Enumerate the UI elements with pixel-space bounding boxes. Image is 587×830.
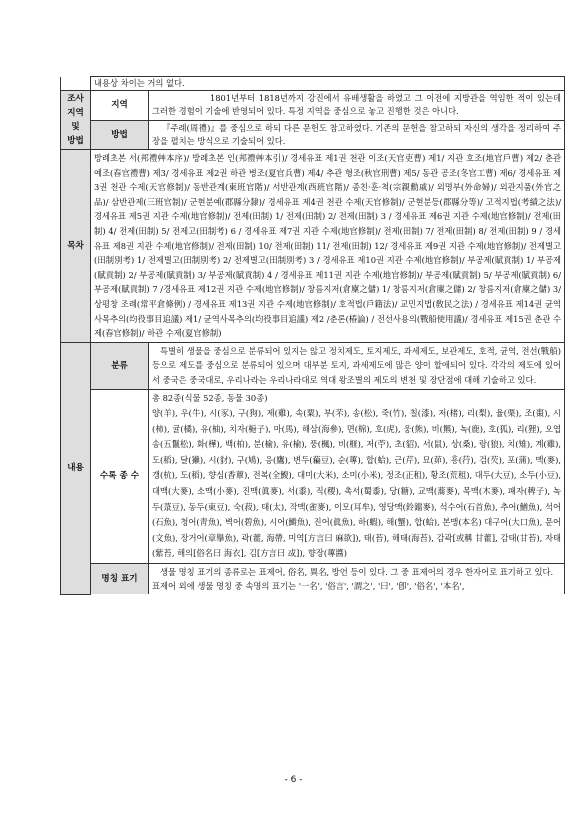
table-row: [61, 564, 565, 595]
species-count-label: 수록 종 수: [91, 389, 149, 564]
region-text: 1801년부터 1818년까지 강진에서 유배생활을 하였고 그 이전에 지방관을 역임한 적이 있는데 그러한 경험이 기술에 반영되어 있다. 특정 지역을 중심으로 놓고 진행한 것은 아니다.: [149, 91, 565, 121]
table-row: [61, 389, 565, 564]
table-row: [61, 91, 565, 121]
toc-text: 방례초본 서(邦禮艸本序)/ 방례초본 인(邦禮艸本引)/ 경세유표 제1권 천관 이조(天官吏曹) 제1/ 지관 호조(地官戶曹) 제2/ 춘관 예조(春官禮曹) 제3/ 경세유표 제2권 하관 병조(夏官兵曹) 제4/ 추관 형조(秋官刑曹) 제5/ 동관 공조(冬官工曹) 제6/ 경세유표 제3권 천관 수제(天官修制)/ 동반관계(東班官階)/ 서반관계(西班官階)/ 종친·훈·척(宗親勳戚)/ 외명부(外命婦)/ 외관지품(外官之品)/ 삼반관제(三班官制)/ 군현분예(郡縣分隸)/ 경세유표 제4권 천관 수제(天官修制)/ 군현분등(郡縣分等)/ 고적지법(考績之法)/ 경세유표 제5권 지관 수제(地官修制)/ 전제(田制) 1/ 전제(田制) 2/ 전제(田制) 3 / 경세유표 제6권 지관 수제(地官修制)/ 전제(田制) 4/ 전제(田制) 5/ 전제고(田制考) 6 / 경세유표 제7권 지관 수제(地官修制)/ 전제(田制) 7/ 전제(田制) 8/ 전제(田制) 9 / 경세유표 제8권 지관 수제(地官修制)/ 전제(田制) 10/ 전제(田制) 11/ 전제(田制) 12/ 경세유표 제9권 지관 수제(地官修制)/ 전제별고(田制別考) 1/ 전제별고(田制別考) 2/ 전제별고(田制別考) 3 / 경세유표 제10권 지관 수제(地官修制)/ 부공제(賦貢制) 1/ 부공제(賦貢制) 2/ 부공제(賦貢制) 3/ 부공제(賦貢制) 4 / 경세유표 제11권 지관 수제(地官修制)/ 부공제(賦貢制) 5/ 부공제(賦貢制) 6/ 부공제(賦貢制) 7 /경세유표 제12권 지관 수제(地官修制)/ 창름지저(倉廩之儲) 1/ 창름지저(倉廩之儲) 2/ 창름지저(倉廩之儲) 3/ 상평창 조례(常平倉條例) / 경세유표 제13권 지관 수제(地官修制)/ 호적법(戶籍法)/ 교민지법(敎民之法) / 경세유표 제14권 균역사목추의(均役事目追議) 제1/ 균역사목추의(均役事目追議) 제2 /춘론(椿論) / 전선사용의(戰船使用議)/ 경세유표 제15권 춘관 수제(春官修制)/ 하관 수제(夏官修制): [91, 150, 565, 343]
content-section-label: 내용: [61, 342, 91, 594]
table-row: [61, 342, 565, 389]
name-notation-text: 생물 명칭 표기의 종류로는 표제어, 俗名, 異名, 방언 등이 있다. 그 중 표제어의 경우 한자어로 표기하고 있다. 표제어 외에 생물 명칭 중 속명의 표기는 '一名', '俗言', '謂之', '曰', '卽', '俗名', '本名',: [149, 564, 565, 595]
table-row: [61, 120, 565, 150]
method-text: 『주례(周禮)』를 중심으로 하되 다른 문헌도 참고하였다. 기존의 문헌을 참고하되 자신의 생각을 정리하여 주장을 펼치는 방식으로 기술되어 있다.: [149, 120, 565, 150]
top-row-spacer: [61, 77, 91, 91]
species-list-text: 총 82종(식물 52종, 동물 30종) 양(羊), 우(牛), 시(豕), 구(狗), 제(雞), 속(粟), 부(芣), 송(松), 죽(竹), 칠(漆), 저(楮), 리(梨), 율(栗), 조(棗), 시(柿), 귤(橘), 유(柚), 치자(梔子), 마(馬), 해삼(海參), 면(棉), 호(虎), 웅(熊), 비(羆), 녹(鹿), 호(狐), 리(狸), 오엽송(五鬣松), 화(樺), 백(柏), 분(榆), 유(榆), 풍(楓), 비(榧), 저(苧), 초(貂), 서(鼠), 상(桑), 랑(狼), 치(雉), 계(雞), 도(稻), 달(獺), 시(豺), 구(鳩), 응(鷹), 변두(藊豆), 순(蓴), 합(蛤), 근(芹), 묘(茆), 흥(荇), 검(芡), 포(蒲), 맥(麥), 갱(杭), 도(稻), 향심(香蕈), 전복(全鰒), 대미(大米), 소미(小米), 정조(正租), 황조(荒租), 대두(大豆), 소두(小豆), 대맥(大麥), 소맥(小麥), 진맥(眞麥), 서(黍), 직(稷), 촉서(蜀黍), 당(糖), 교맥(蕎麥), 목맥(木麥), 패자(稗子), 녹두(菉豆), 동두(東豆), 숙(菽), 태(太), 작맥(雀麥), 이모(耳牟), 영당맥(鈴鐺麥), 석수어(石首魚), 추어(鰌魚), 석어(石魚), 청어(靑魚), 벽어(碧魚), 시어(鰣魚), 진어(眞魚), 하(蝦), 해(蟹), 합(蛤), 본맹(本名) 대구어(大口魚), 문어(文魚), 장거어(章擧魚), 곽(藿, 海帶, 미역[方言曰 麻欲]), 태(苔), 해태(海苔), 감곽[或稱 甘藿], 감태(甘苔), 자태(紫苔, 해의[俗名曰 海衣], 김[方言曰 㦯]), 향장(蓴醬): [149, 389, 565, 564]
name-notation-label: 명칭 표기: [91, 564, 149, 595]
method-label: 방법: [91, 120, 149, 150]
document-table-wrapper: [60, 76, 565, 595]
classification-text: 특별히 생물을 중심으로 분류되어 있지는 않고 정치제도, 토지제도, 과세제도, 보관제도, 호적, 균역, 전선(戰船) 등으로 제도를 중심으로 분류되어 있으며 대부분 토지, 과세제도에 많은 양이 할애되어 있다. 각각의 제도에 있어서 중국은 중국대로, 우리나라는 우리나라대로 역대 왕조별의 제도의 변천 및 장단점에 대해 기술하고 있다.: [149, 342, 565, 389]
page-number: - 6 -: [284, 775, 303, 785]
region-label: 지역: [91, 91, 149, 121]
research-section-label: 조사 지역 및 방법: [61, 91, 91, 150]
table-row: [61, 77, 565, 91]
classification-label: 분류: [91, 342, 149, 389]
table-row: [61, 150, 565, 343]
top-row-text: 내용상 차이는 거의 없다.: [91, 77, 565, 91]
survey-info-table: [60, 76, 565, 595]
toc-label: 목차: [61, 150, 91, 343]
